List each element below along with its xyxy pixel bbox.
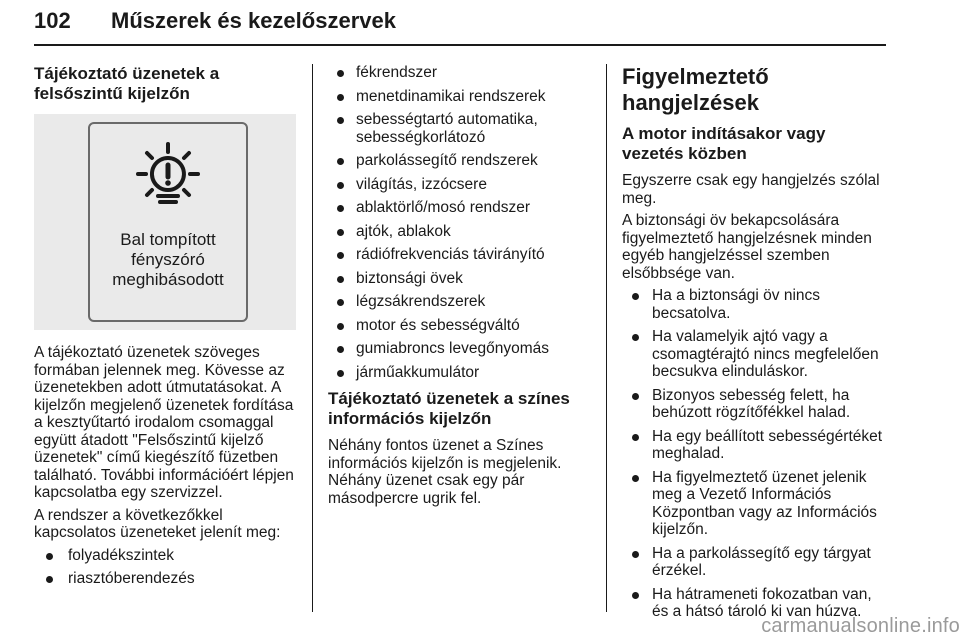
list-item-text: légzsákrendszerek [356, 293, 486, 310]
list-item-text: világítás, izzócsere [356, 175, 487, 193]
column-divider-1 [312, 64, 313, 612]
chapter-title: Műszerek és kezelőszervek [111, 8, 396, 33]
bullet-icon [337, 229, 344, 236]
bulb-failure-warning-icon [136, 140, 200, 212]
list-item [328, 223, 590, 241]
header-rule [34, 44, 886, 46]
list-item-text: sebességtartó automatika, sebességkorlátozó [356, 111, 538, 146]
list-item-text: motor és sebességváltó [356, 316, 520, 334]
section-heading-color-display: Tájékoztató üzenetek a színes információs kijelzőn [328, 389, 570, 428]
bullet-icon [337, 252, 344, 259]
bullet-icon [46, 553, 53, 560]
bullet-icon [632, 475, 639, 482]
watermark: carmanualsonline.info [761, 615, 960, 637]
bullet-icon [337, 205, 344, 212]
list-item-text: parkolássegítő rendszerek [356, 152, 538, 169]
list-item-text: ajtók, ablakok [356, 222, 451, 240]
bullet-icon [632, 393, 639, 400]
list-item [328, 176, 590, 194]
bullet-icon [337, 70, 344, 77]
column-2 [328, 64, 590, 512]
list-item-text: Ha figyelmeztető üzenet jelenik meg a Vezető Információs Központban vagy az Információs kijelzőn. [652, 468, 877, 538]
list-item-text: biztonsági övek [356, 269, 463, 287]
bullet-icon [632, 592, 639, 599]
bullet-icon [632, 293, 639, 300]
display-figure [34, 114, 296, 330]
list-item [328, 199, 590, 217]
paragraph: A rendszer a következőkkel kapcsolatos üzeneteket jelenít meg: [34, 506, 281, 541]
paragraph: Néhány fontos üzenet a Színes információs kijelzőn is megjelenik. Néhány üzenet csak egy pár másodpercre ugrik fel. [328, 437, 562, 507]
list-item-text: ablaktörlő/mosó rendszer [356, 199, 531, 216]
page-number: 102 [34, 8, 71, 33]
list-item-text: járműakkumulátor [356, 363, 480, 381]
list-item-text: folyadékszintek [68, 546, 174, 564]
list-item-text: menetdinamikai rendszerek [356, 87, 546, 105]
bullet-list [328, 64, 590, 381]
list-item-text: riasztóberendezés [68, 570, 195, 587]
bullet-icon [337, 182, 344, 189]
list-item [328, 293, 590, 311]
list-item-text: Ha a biztonsági öv nincs becsatolva. [652, 287, 821, 322]
list-item [328, 340, 590, 358]
list-item-text: Ha a parkolássegítő egy tárgyat érzékel. [652, 544, 871, 579]
list-item-text: fékrendszer [356, 64, 437, 81]
section-heading-warning-chimes: Figyelmeztető hangjelzések [622, 64, 769, 115]
list-item [328, 152, 590, 170]
bullet-icon [337, 346, 344, 353]
list-item [328, 111, 590, 146]
bullet-list [34, 547, 296, 588]
list-item [328, 317, 590, 335]
bullet-icon [337, 276, 344, 283]
display-screen [88, 122, 248, 322]
list-item-text: rádiófrekvenciás távirányító [356, 246, 545, 263]
list-item [328, 364, 590, 382]
bullet-icon [632, 334, 639, 341]
bullet-icon [337, 94, 344, 101]
list-item-text: Ha hátrameneti fokozatban van, és a hátsó tároló ki van húzva. [652, 585, 872, 620]
bullet-icon [337, 158, 344, 165]
list-item [328, 270, 590, 288]
list-item [622, 287, 888, 322]
bullet-icon [632, 434, 639, 441]
list-item [34, 570, 296, 588]
display-message: Bal tompított fényszóró meghibásodott [112, 230, 224, 289]
list-item [622, 545, 888, 580]
bullet-icon [337, 299, 344, 306]
bullet-list [622, 287, 888, 621]
list-item [328, 88, 590, 106]
section-heading-dic-messages: Tájékoztató üzenetek a felsőszintű kijelzőn [34, 64, 220, 103]
list-item-text: Bizonyos sebesség felett, ha behúzott rögzítőfékkel halad. [652, 386, 851, 421]
paragraph: Egyszerre csak egy hangjelzés szólal meg. [622, 172, 880, 207]
page-header [34, 4, 886, 44]
bullet-icon [337, 370, 344, 377]
bullet-icon [46, 576, 53, 583]
bullet-icon [337, 323, 344, 330]
list-item-text: Ha egy beállított sebességértéket meghalad. [652, 427, 883, 462]
list-item [622, 428, 888, 463]
column-1 [34, 64, 296, 594]
list-item [622, 328, 888, 381]
paragraph: A biztonsági öv bekapcsolására figyelmeztető hangjelzésnek minden egyéb hangjelzéssel szemben elsőbbsége van. [622, 212, 872, 282]
bullet-icon [632, 551, 639, 558]
paragraph: A tájékoztató üzenetek szöveges formában jelennek meg. Kövesse az üzenetekben adott útmutatásokat. A kijelzőn megjelenő üzenetek fordítása a kesztyűtartó irodalom csomaggal együtt átadott "Felsőszintű kijelző üzenetek" című kiegészítő füzetben található. További információért lépjen kapcsolatba egy szervizzel. [34, 344, 294, 501]
list-item [622, 469, 888, 539]
list-item [328, 246, 590, 264]
list-item-text: Ha valamelyik ajtó vagy a csomagtérajtó nincs megfelelően becsukva elinduláskor. [652, 328, 879, 380]
column-divider-2 [606, 64, 607, 612]
subsection-heading: A motor indításakor vagy vezetés közben [622, 124, 826, 163]
column-3 [622, 64, 888, 627]
list-item [622, 387, 888, 422]
bullet-icon [337, 117, 344, 124]
list-item [328, 64, 590, 82]
list-item [34, 547, 296, 565]
list-item-text: gumiabroncs levegőnyomás [356, 340, 549, 357]
